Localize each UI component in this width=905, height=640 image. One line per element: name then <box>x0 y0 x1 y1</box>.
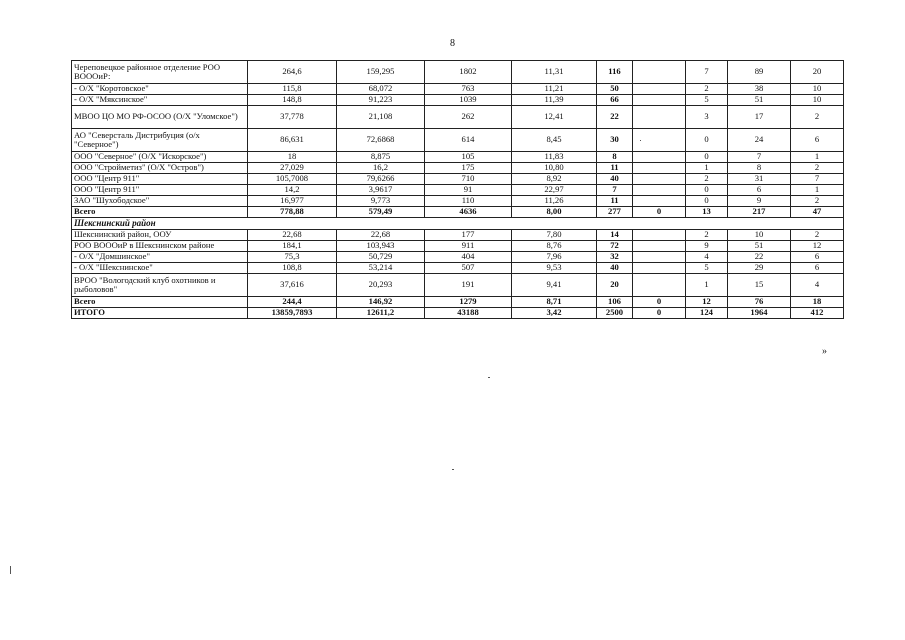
value-cell: 53,214 <box>337 263 425 274</box>
value-cell <box>633 84 686 95</box>
value-cell: 18 <box>791 297 844 308</box>
value-cell <box>633 196 686 207</box>
value-cell: 175 <box>425 163 512 174</box>
value-cell: 124 <box>686 308 728 319</box>
value-cell: 6 <box>791 252 844 263</box>
value-cell: 17 <box>728 106 791 129</box>
value-cell: 31 <box>728 174 791 185</box>
value-cell: 12 <box>686 297 728 308</box>
table-row <box>72 241 844 252</box>
value-cell: 8 <box>597 152 633 163</box>
value-cell <box>633 174 686 185</box>
value-cell: 4 <box>791 274 844 297</box>
value-cell: 79,6266 <box>337 174 425 185</box>
table-row <box>72 174 844 185</box>
value-cell: 4636 <box>425 207 512 218</box>
value-cell: 177 <box>425 230 512 241</box>
value-cell <box>633 106 686 129</box>
value-cell: 244,4 <box>248 297 337 308</box>
value-cell: 115,8 <box>248 84 337 95</box>
value-cell: 40 <box>597 263 633 274</box>
value-cell: 184,1 <box>248 241 337 252</box>
value-cell: 778,88 <box>248 207 337 218</box>
value-cell: 37,778 <box>248 106 337 129</box>
value-cell: 2 <box>791 163 844 174</box>
table-row <box>72 129 844 152</box>
value-cell: 3,42 <box>512 308 597 319</box>
value-cell: 404 <box>425 252 512 263</box>
value-cell: 10,80 <box>512 163 597 174</box>
value-cell: 710 <box>425 174 512 185</box>
value-cell: 50,729 <box>337 252 425 263</box>
value-cell: 0 <box>633 308 686 319</box>
value-cell: 22 <box>597 106 633 129</box>
value-cell: 91,223 <box>337 95 425 106</box>
value-cell: 72,6868 <box>337 129 425 152</box>
value-cell <box>633 230 686 241</box>
organization-name-cell: ООО "Центр 911" <box>72 174 248 185</box>
value-cell: 91 <box>425 185 512 196</box>
value-cell: 0 <box>633 297 686 308</box>
table-row <box>72 61 844 84</box>
value-cell: 22 <box>728 252 791 263</box>
value-cell: 14 <box>597 230 633 241</box>
organization-name-cell: ООО "Стройметиз" (О/Х "Остров") <box>72 163 248 174</box>
value-cell <box>633 263 686 274</box>
organization-name-cell: ООО "Центр 911" <box>72 185 248 196</box>
value-cell: 51 <box>728 95 791 106</box>
value-cell: 11 <box>597 163 633 174</box>
total-row <box>72 207 844 218</box>
value-cell: 11,39 <box>512 95 597 106</box>
organization-name-cell: ИТОГО <box>72 308 248 319</box>
end-quote-mark: » <box>822 346 827 357</box>
organization-name-cell: АО "Северсталь Дистрибуция (о/х "Северное") <box>72 129 248 152</box>
value-cell: 37,616 <box>248 274 337 297</box>
table-row <box>72 185 844 196</box>
value-cell: 7,96 <box>512 252 597 263</box>
value-cell: 47 <box>791 207 844 218</box>
value-cell <box>633 163 686 174</box>
value-cell: 66 <box>597 95 633 106</box>
value-cell: 264,6 <box>248 61 337 84</box>
value-cell: 13 <box>686 207 728 218</box>
value-cell <box>633 95 686 106</box>
value-cell: 7,80 <box>512 230 597 241</box>
value-cell: 1 <box>686 163 728 174</box>
value-cell: 22,68 <box>337 230 425 241</box>
value-cell: 11,83 <box>512 152 597 163</box>
value-cell: 7 <box>728 152 791 163</box>
value-cell: 8,45 <box>512 129 597 152</box>
value-cell: 262 <box>425 106 512 129</box>
value-cell: 110 <box>425 196 512 207</box>
value-cell <box>633 252 686 263</box>
value-cell: 412 <box>791 308 844 319</box>
value-cell <box>633 274 686 297</box>
value-cell: 20,293 <box>337 274 425 297</box>
value-cell: 108,8 <box>248 263 337 274</box>
value-cell: 9,41 <box>512 274 597 297</box>
value-cell: 14,2 <box>248 185 337 196</box>
value-cell: 277 <box>597 207 633 218</box>
value-cell: 8,875 <box>337 152 425 163</box>
value-cell: 7 <box>791 174 844 185</box>
section-header-row <box>72 218 844 230</box>
scan-speck <box>640 140 641 141</box>
value-cell: 11 <box>597 196 633 207</box>
total-row <box>72 297 844 308</box>
organization-name-cell: ООО "Северное" (О/Х "Искорское") <box>72 152 248 163</box>
value-cell: 9,53 <box>512 263 597 274</box>
organization-name-cell: Череповецкое районное отделение РОО ВОООиР: <box>72 61 248 84</box>
table-row <box>72 263 844 274</box>
value-cell: 68,072 <box>337 84 425 95</box>
value-cell: 6 <box>791 129 844 152</box>
value-cell: 20 <box>791 61 844 84</box>
value-cell: 10 <box>728 230 791 241</box>
value-cell: 3,9617 <box>337 185 425 196</box>
value-cell: 106 <box>597 297 633 308</box>
value-cell: 12611,2 <box>337 308 425 319</box>
value-cell: 27,029 <box>248 163 337 174</box>
table-row <box>72 230 844 241</box>
value-cell: 1964 <box>728 308 791 319</box>
value-cell: 911 <box>425 241 512 252</box>
organization-name-cell: - О/Х "Шекснинское" <box>72 263 248 274</box>
value-cell: 0 <box>633 207 686 218</box>
value-cell: 89 <box>728 61 791 84</box>
value-cell: 9 <box>728 196 791 207</box>
value-cell: 76 <box>728 297 791 308</box>
value-cell: 5 <box>686 95 728 106</box>
value-cell: 10 <box>791 95 844 106</box>
scan-speck <box>10 566 11 574</box>
value-cell: 9,773 <box>337 196 425 207</box>
value-cell: 11,21 <box>512 84 597 95</box>
value-cell: 8,00 <box>512 207 597 218</box>
value-cell: 86,631 <box>248 129 337 152</box>
value-cell: 22,68 <box>248 230 337 241</box>
value-cell <box>633 241 686 252</box>
value-cell: 30 <box>597 129 633 152</box>
value-cell: 0 <box>686 152 728 163</box>
value-cell: 12 <box>791 241 844 252</box>
value-cell: 5 <box>686 263 728 274</box>
page-number: 8 <box>450 38 455 49</box>
value-cell <box>633 152 686 163</box>
value-cell: 0 <box>686 196 728 207</box>
value-cell: 8,92 <box>512 174 597 185</box>
table-row <box>72 274 844 297</box>
value-cell: 2 <box>686 230 728 241</box>
section-title: Шекснинский район <box>72 218 844 230</box>
table-row <box>72 152 844 163</box>
value-cell: 2 <box>791 230 844 241</box>
value-cell: 1 <box>791 152 844 163</box>
value-cell: 75,3 <box>248 252 337 263</box>
value-cell: 18 <box>248 152 337 163</box>
value-cell: 2 <box>686 84 728 95</box>
value-cell: 8 <box>728 163 791 174</box>
value-cell: 72 <box>597 241 633 252</box>
table-row <box>72 196 844 207</box>
value-cell: 3 <box>686 106 728 129</box>
table-row <box>72 84 844 95</box>
table-row <box>72 163 844 174</box>
value-cell: 6 <box>728 185 791 196</box>
organization-name-cell: МВОО ЦО МО РФ-ОСОО (О/Х "Уломское") <box>72 106 248 129</box>
value-cell: 0 <box>686 185 728 196</box>
value-cell: 1 <box>791 185 844 196</box>
value-cell: 191 <box>425 274 512 297</box>
organization-name-cell: РОО ВОООиР в Шекснинском районе <box>72 241 248 252</box>
table-row <box>72 95 844 106</box>
data-table <box>71 60 844 319</box>
value-cell: 24 <box>728 129 791 152</box>
value-cell: 43188 <box>425 308 512 319</box>
value-cell: 8,71 <box>512 297 597 308</box>
value-cell: 10 <box>791 84 844 95</box>
value-cell: 8,76 <box>512 241 597 252</box>
value-cell: 12,41 <box>512 106 597 129</box>
organization-name-cell: ВРОО "Вологодский клуб охотников и рыболовов" <box>72 274 248 297</box>
value-cell: 2 <box>686 174 728 185</box>
scan-speck <box>452 469 454 470</box>
table-row <box>72 106 844 129</box>
value-cell: 21,108 <box>337 106 425 129</box>
value-cell: 51 <box>728 241 791 252</box>
value-cell: 0 <box>686 129 728 152</box>
organization-name-cell: - О/Х "Мяксинское" <box>72 95 248 106</box>
total-row <box>72 308 844 319</box>
value-cell: 22,97 <box>512 185 597 196</box>
value-cell: 2 <box>791 106 844 129</box>
value-cell: 7 <box>597 185 633 196</box>
organization-name-cell: Всего <box>72 297 248 308</box>
scan-speck <box>488 377 490 378</box>
value-cell: 16,2 <box>337 163 425 174</box>
value-cell: 763 <box>425 84 512 95</box>
value-cell: 507 <box>425 263 512 274</box>
organization-name-cell: - О/Х "Домшинское" <box>72 252 248 263</box>
value-cell: 146,92 <box>337 297 425 308</box>
value-cell: 6 <box>791 263 844 274</box>
value-cell: 2 <box>791 196 844 207</box>
value-cell: 16,977 <box>248 196 337 207</box>
organization-name-cell: - О/Х "Коротовское" <box>72 84 248 95</box>
value-cell: 148,8 <box>248 95 337 106</box>
value-cell: 1 <box>686 274 728 297</box>
organization-name-cell: ЗАО "Шухободское" <box>72 196 248 207</box>
value-cell: 32 <box>597 252 633 263</box>
value-cell: 20 <box>597 274 633 297</box>
value-cell: 116 <box>597 61 633 84</box>
value-cell: 103,943 <box>337 241 425 252</box>
value-cell: 1279 <box>425 297 512 308</box>
organization-name-cell: Шекснинский район, ООУ <box>72 230 248 241</box>
value-cell: 13859,7893 <box>248 308 337 319</box>
value-cell <box>633 61 686 84</box>
value-cell: 15 <box>728 274 791 297</box>
value-cell: 579,49 <box>337 207 425 218</box>
value-cell: 11,31 <box>512 61 597 84</box>
value-cell: 29 <box>728 263 791 274</box>
value-cell: 38 <box>728 84 791 95</box>
value-cell: 217 <box>728 207 791 218</box>
value-cell: 1039 <box>425 95 512 106</box>
table-row <box>72 252 844 263</box>
value-cell: 4 <box>686 252 728 263</box>
value-cell: 11,26 <box>512 196 597 207</box>
value-cell: 50 <box>597 84 633 95</box>
organization-name-cell: Всего <box>72 207 248 218</box>
value-cell: 105 <box>425 152 512 163</box>
value-cell: 2500 <box>597 308 633 319</box>
value-cell <box>633 185 686 196</box>
value-cell: 159,295 <box>337 61 425 84</box>
value-cell: 614 <box>425 129 512 152</box>
value-cell: 7 <box>686 61 728 84</box>
value-cell: 9 <box>686 241 728 252</box>
value-cell: 40 <box>597 174 633 185</box>
value-cell: 1802 <box>425 61 512 84</box>
value-cell: 105,7008 <box>248 174 337 185</box>
